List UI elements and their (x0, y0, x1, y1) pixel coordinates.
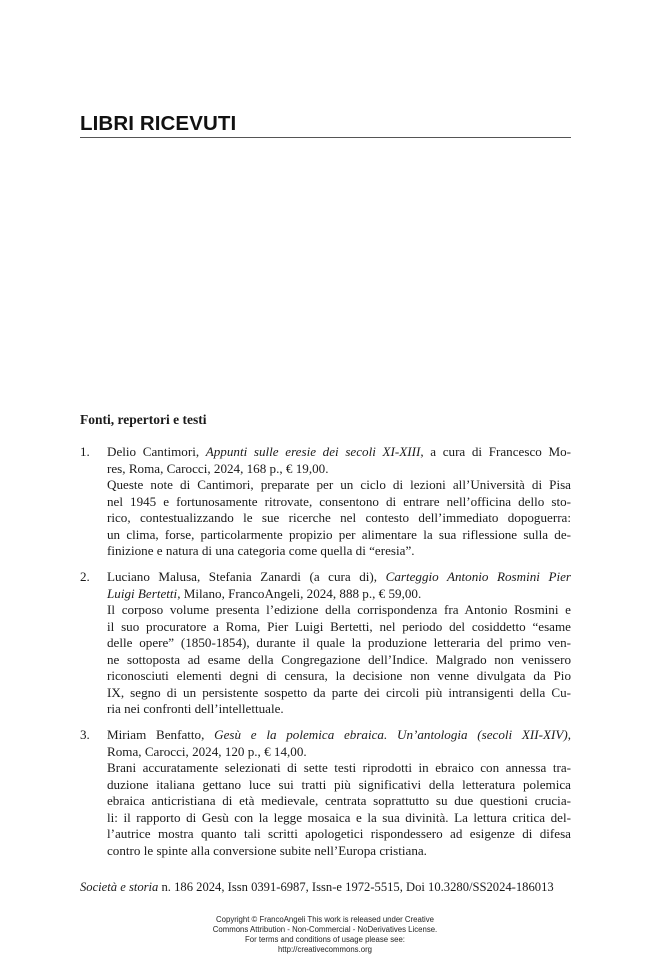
entry-text: delle opere” (1850-1854), durante il quale la produzione letteraria del primo ven- (107, 635, 571, 650)
entry-line (107, 477, 571, 494)
footer-citation (80, 880, 554, 895)
entry-line (107, 543, 571, 560)
entry-text: Roma, Carocci, 2024, 120 p., € 14,00. (107, 743, 307, 759)
entry-text: duzione italiana gettano luce sui tratti più significativi della letteratura polemica (107, 776, 571, 792)
entry-text: IX, segno di un persistente sospetto da parte dei circoli più intransigenti della Cu- (107, 684, 571, 700)
entry-text: , (567, 727, 572, 742)
entry-line (107, 744, 571, 761)
entry-3 (80, 727, 571, 859)
page-title: LIBRI RICEVUTI (80, 112, 237, 135)
entry-line (107, 685, 571, 702)
entry-text: res, Roma, Carocci, 2024, 168 p., € 19,00. (107, 460, 329, 476)
journal-title: Società e storia (80, 880, 159, 894)
entry-line (107, 668, 571, 685)
entry-line (107, 843, 571, 860)
entry-line (107, 793, 571, 810)
entry-text: ria nei confronti dell’intellettuale. (107, 701, 284, 716)
book-title: Appunti sulle eresie dei secoli XI-XIII (205, 444, 421, 459)
entry-text: riconosciuti elementi degni di censura, la decisione non venne divulgata da Pio (107, 668, 571, 683)
entry-line (107, 777, 571, 794)
entry-line (107, 760, 571, 777)
entry-text: Luciano Malusa, Stefania Zanardi (a cura di), (107, 569, 386, 584)
entry-line (107, 602, 571, 619)
entry-line (107, 652, 571, 669)
section-heading: Fonti, repertori e testi (80, 412, 207, 427)
entry-text: , a cura di Francesco Mo- (420, 444, 571, 459)
entry-text: il suo procuratore a Roma, Pier Luigi Bertetti, nel periodo del cosiddetto “esame (107, 618, 571, 634)
entry-text: un clima, forse, particolarmente propizio per alimentare la sua riflessione sulla de- (107, 526, 571, 542)
entry-line (107, 569, 571, 586)
entry-line (107, 586, 571, 603)
entry-text: contro le spinte alla conversione subite nell’Europa cristiana. (107, 842, 427, 858)
journal-details: n. 186 2024, Issn 0391-6987, Issn-e 1972-5515, Doi 10.3280/SS2024-186013 (158, 880, 554, 894)
license-line: Copyright © FrancoAngeli This work is released under Creative (216, 915, 434, 924)
entry-text: rico, contestualizzando le sue ricerche nel contesto dell’immediato dopoguerra: (107, 510, 571, 525)
entry-number: 3. (80, 727, 90, 742)
license-line: For terms and conditions of usage please see: (245, 935, 405, 944)
book-title: Luigi Bertetti (107, 585, 178, 601)
entry-line (107, 727, 571, 744)
entry-body (107, 444, 571, 560)
entry-number: 1. (80, 444, 90, 459)
license-url: http://creativecommons.org (277, 945, 373, 954)
entry-text: l’autrice mostra quanto tali scritti apologetici rispondessero ad esigenze di difesa (107, 826, 571, 841)
entry-text: nel 1945 e fortunosamente ritrovate, consentono di entrare nell’officina dello sto- (107, 493, 571, 509)
entry-line (107, 810, 571, 827)
entry-1 (80, 444, 571, 560)
entry-line (107, 826, 571, 843)
entry-body (107, 727, 571, 859)
entry-text: li: il rapporto di Gesù con la legge mosaica e la sua divinità. La lettura critica del- (107, 809, 571, 825)
license-notice (0, 915, 650, 955)
entry-text: ebraica anticristiana di età medievale, centrata soprattutto su due questioni crucia- (107, 793, 571, 808)
entry-body (107, 569, 571, 718)
entry-line (107, 701, 571, 718)
entry-line (107, 527, 571, 544)
entry-2 (80, 569, 571, 718)
entry-text: Miriam Benfatto, (107, 727, 215, 742)
entry-number: 2. (80, 569, 90, 584)
entry-text: Delio Cantimori, (107, 444, 206, 459)
title-rule (80, 137, 571, 138)
entry-text: Brani accuratamente selezionati di sette testi riprodotti in ebraico con annessa tra- (107, 760, 571, 775)
entry-text: Il corposo volume presenta l’edizione della corrispondenza fra Antonio Rosmini e (107, 602, 571, 617)
entry-text: finizione e natura di una categoria come quella di “eresia”. (107, 543, 415, 558)
book-title: Gesù e la polemica ebraica. Un’antologia (secoli XII-XIV) (214, 727, 568, 742)
entry-line (107, 510, 571, 527)
license-line: Commons Attribution - Non-Commercial - NoDerivatives License. (212, 925, 438, 934)
entry-text: Queste note di Cantimori, preparate per un ciclo di lezioni all’Università di Pisa (107, 477, 571, 492)
entry-line (107, 635, 571, 652)
entry-text: , Milano, FrancoAngeli, 2024, 888 p., € 59,00. (177, 585, 422, 601)
entry-line (107, 619, 571, 636)
book-title: Carteggio Antonio Rosmini Pier (385, 569, 571, 584)
entry-line (107, 461, 571, 478)
entry-text: ne sottoposta ad esame della Congregazione dell’Indice. Malgrado non venissero (107, 651, 571, 667)
entry-line (107, 444, 571, 461)
entry-line (107, 494, 571, 511)
